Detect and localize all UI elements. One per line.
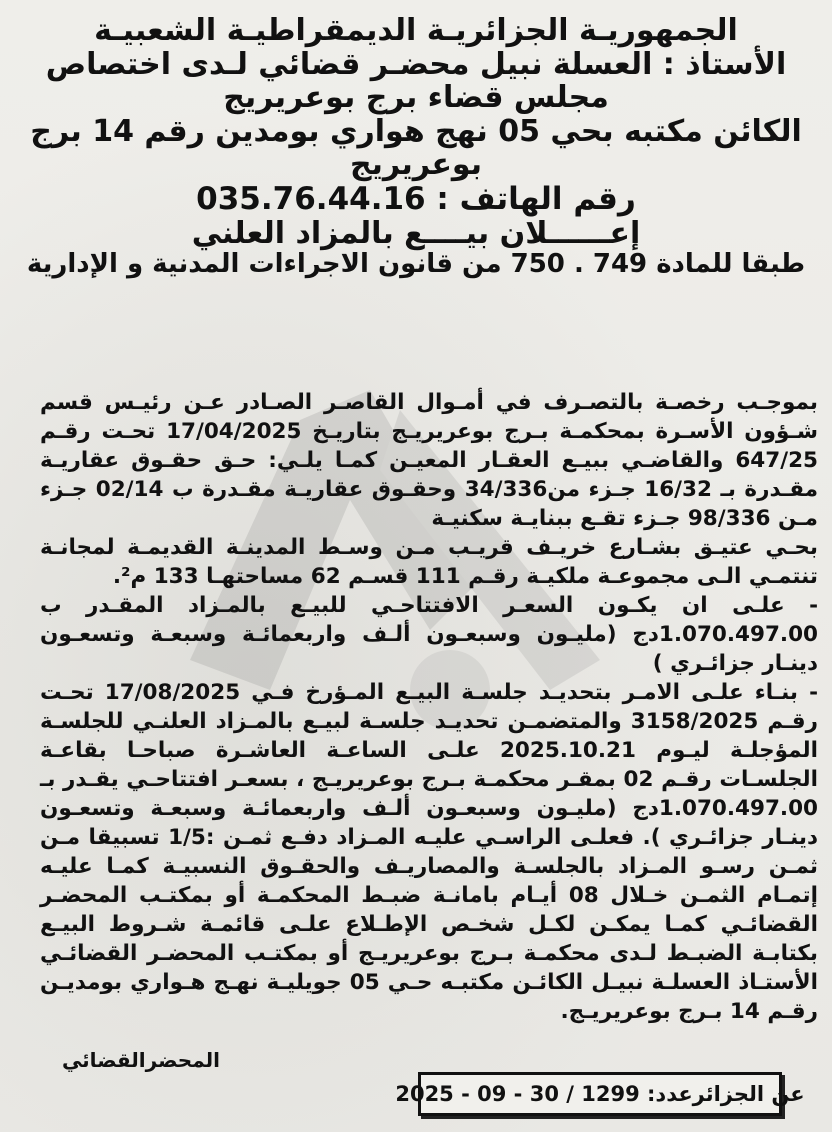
publication-reference-box [395, 1072, 805, 1116]
header-bailiff-name: الأستاذ : العسلة نبيل محضـر قضائي لـدى اختصاص [45, 46, 787, 82]
announcement-title: إعــــــلان بيــــع بالمزاد العلني [191, 215, 641, 251]
header-country: الجمهوريـة الجزائريـة الديمقراطيـة الشعبيـة [94, 13, 738, 48]
paragraph-auction-details: - بنـاء علـى الامـر بتحديـد جلسـة البيـع المـؤرخ فـي 17/08/2025 تحـت رقـم 3158/2025 والمتضمـن تحديـد جلسـة لبيـع بالمـزاد العلنـي للجلسـة المؤجلـة ليـوم 2025.10.21 علـى الساعـة العاشـرة صباحـا بقاعـة الجلسـات رقـم 02 بمقـر محكمـة بـرج بوعريريـج ، بسعـر افتتاحـي يقـدر بـ 1.070.497.00دج (مليـون وسبعـون ألـف واربعمائـة وسبعـة وتسعـون دينـار جزائـري ). فعلـى الراسـي عليـه المـزاد دفـع ثمـن :1/5 تسبيقا مـن ثمـن رسـو المـزاد بالجلسـة والمصاريـف والحقـوق النسبيـة كمـا عليـه إتمـام الثمـن خـلال 08 أيـام بامانـة ضبـط المحكمـة أو بمكتـب المحضـر القضائـي كمـا يمكـن لكـل شخـص الإطـلاع علـى قائمـة شـروط البيـع بكتابـة الضبـط لـدى محكمـة بـرج بوعريريـج أو بمكتـب المحضـر القضائـي الأستـاذ العسلـة نبيـل الكائـن مكتبـه حـي 05 جويليـة نهـج هـواري بومديـن رقـم 14 بـرج بوعريريـج. [40, 680, 819, 1024]
paragraph-property-location: بحـي عتيـق بشـارع خريـف قريـب مـن وسـط المدينـة القديمـة لمجانـة تنتمـي الـى مجموعـة ملكيـة رقـم 111 قسـم 62 مساحتهـا 133 م². [40, 535, 818, 589]
signature-bailiff: المحضرالقضائي [61, 1048, 220, 1072]
header-address-city: بوعريريج [349, 147, 483, 183]
header-address: الكائن مكتبه بحي 05 نهج هواري بومدين رقم 14 برج [30, 113, 802, 149]
paragraph-authorization: بموجـب رخصـة بالتصـرف في أمـوال القاصـر الصـادر عـن رئيـس قسم شـؤون الأسـرة بمحكمـة بـرج بوعريريـج بتاريـخ 17/04/2025 تحـت رقـم 647/25 والقاضـي ببيـع العقـار المعيـن كمـا يلـي: حـق حقـوق عقاريـة مقـدرة بـ 16/32 جـزء من34/336 وحقـوق عقاريـة مقـدرة ب 02/14 جـزء مـن 98/336 جـزء تقـع ببنايـة سكنيـة [40, 390, 819, 531]
header-phone: رقم الهاتف : 035.76.44.16 [196, 180, 636, 217]
publication-reference: عن الجزائرعدد: 1299 / 30 - 09 - 2025 [395, 1082, 805, 1106]
header-court: مجلس قضاء برج بوعريريج [223, 80, 609, 116]
legal-reference: طبقا للمادة 749 . 750 من قانون الاجراءات المدنية و الإدارية [26, 249, 806, 280]
paragraph-opening-price: - علـى ان يكـون السعـر الافتتاحـي للبيـع بالمـزاد المقـدر ب 1.070.497.00دج (مليـون وسبعـون ألـف واربعمائـة وسبعـة وتسعـون دينـار جزائـري ) [40, 593, 818, 676]
announcement-header [20, 14, 812, 279]
announcement-body [40, 388, 818, 1026]
